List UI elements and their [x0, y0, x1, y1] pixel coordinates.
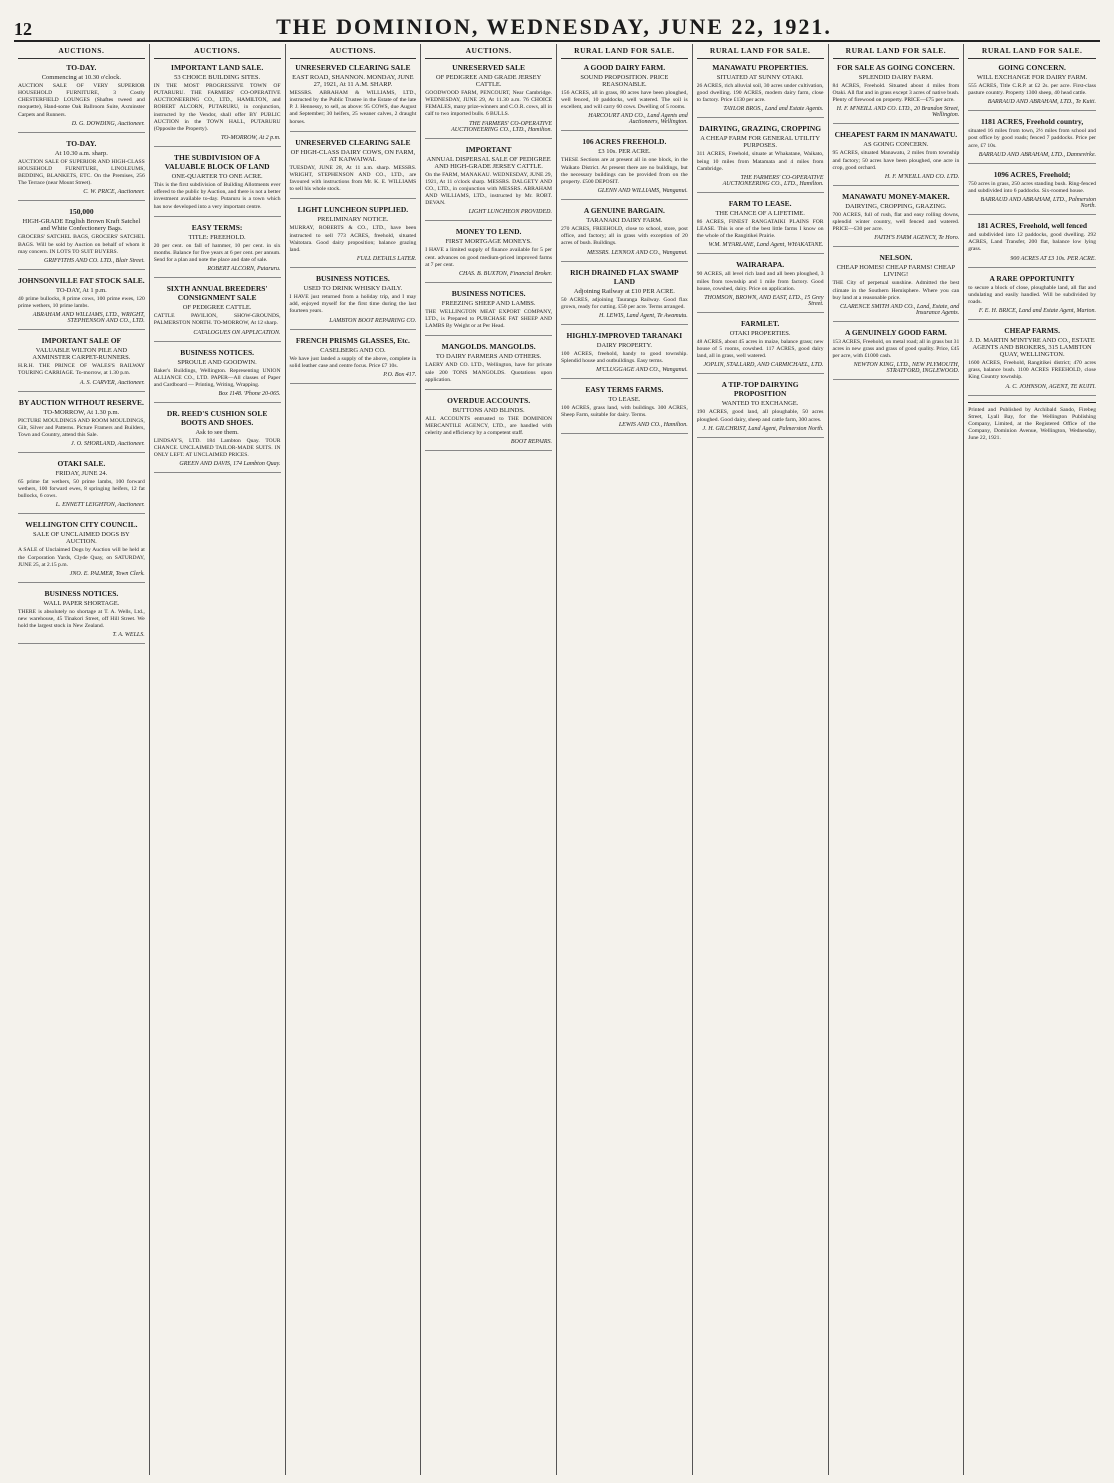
- ad-heading: OVERDUE ACCOUNTS.: [447, 395, 531, 405]
- advertisement: [18, 63, 145, 133]
- ad-subheading: SPLENDID DAIRY FARM.: [858, 74, 933, 81]
- advertisement: [425, 396, 552, 451]
- advertisement: [968, 63, 1096, 111]
- ad-body-text: LAERY AND CO. LTD., Wellington, have for private sale 200 TONS MANGOLDS. Quotations upon application.: [425, 362, 552, 383]
- ad-subheading: J. D. MARTIN M'INTYRE AND CO., ESTATE AGENTS AND BROKERS, 315 LAMBTON QUAY, WELLINGTON.: [969, 337, 1095, 359]
- ad-signature: ABRAHAM AND WILLIAMS, LTD., WRIGHT, STEPHENSON AND CO., LTD.: [32, 312, 145, 325]
- ad-heading: CHEAPEST FARM IN MANAWATU.: [834, 130, 958, 140]
- ad-heading: HIGHLY-IMPROVED TARANAKI: [566, 330, 683, 340]
- ad-signature: D. G. DOWDING, Auctioneer.: [71, 120, 145, 127]
- advertisement: [18, 139, 145, 202]
- ad-signature: ROBERT ALCORN, Putaruru.: [207, 266, 281, 273]
- ad-body-text: 40 prime bullocks, 8 prime cows, 100 prime ewes, 120 prime wethers, 10 prime lambs.: [18, 295, 145, 310]
- ad-signature: T. A. WELLS.: [112, 632, 145, 639]
- column-1: [14, 44, 150, 1475]
- advertisement: [154, 153, 281, 217]
- column-3: [286, 44, 422, 1475]
- advertisement: [561, 268, 688, 325]
- column-heading: AUCTIONS.: [290, 44, 417, 59]
- ad-subheading: 53 CHOICE BUILDING SITES.: [174, 74, 261, 81]
- ad-body-text: A SALE of Unclaimed Dogs by Auction will be held at the Corporation Yards, Clyde Quay, on SATURDAY, JUNE 25, at 2.15 p.m.: [18, 547, 145, 568]
- ad-body-text: 100 ACRES, freehold, handy to good township. Splendid house and outbuildings. Easy terms.: [561, 350, 688, 365]
- ad-heading: GOING CONCERN.: [998, 63, 1066, 72]
- page-number: 12: [14, 19, 32, 39]
- ad-heading: WAIRARAPA.: [736, 260, 785, 270]
- ad-body-text: THE WELLINGTON MEAT EXPORT COMPANY, LTD., is Prepared to PURCHASE FAT SHEEP AND LAMBS By Weight or at Per Head.: [425, 308, 552, 330]
- ad-signature: H. F. M'NEILL AND CO. LTD., 20 Brandon Street, Wellington.: [836, 106, 960, 119]
- ad-heading: MANGOLDS. MANGOLDS.: [441, 342, 536, 352]
- ad-subheading: OTAKI PROPERTIES.: [729, 329, 791, 337]
- advertisement: [833, 192, 960, 247]
- ad-body-text: AUCTION SALE OF SUPERIOR AND HIGH-CLASS HOUSEHOLD FURNITURE, LINOLEUMS, BEDDING, BLANKETS, ETC. On the Premises, 256 The Terrace (near Mount Street).: [18, 158, 145, 187]
- advertisement: [968, 274, 1096, 320]
- ad-signature: TO-MORROW, At 2 p.m.: [220, 135, 281, 142]
- advertisement: [697, 380, 824, 437]
- ad-body-text: 270 ACRES, FREEHOLD, close to school, store, post office, and factory; all in grass with exception of 20 acres of bush. Buildings.: [561, 226, 688, 247]
- ad-body-text: I HAVE just returned from a holiday trip, and I may add, enjoyed myself for the first time during the last fourteen years.: [289, 294, 417, 315]
- columns-container: [14, 44, 1100, 1475]
- ad-heading: MONEY TO LEND.: [455, 227, 522, 237]
- ad-body-text: and subdivided into 12 paddocks, good dwelling. 292 ACRES, Land Transfer, 200 flat, balance low lying grass.: [968, 232, 1096, 253]
- ad-subheading: OF HIGH-CLASS DAIRY COWS, ON FARM, AT KAIWAIWAI.: [290, 148, 416, 163]
- ad-subheading: SOUND PROPOSITION. PRICE REASONABLE.: [580, 74, 669, 88]
- ad-body-text: 86 ACRES, FINEST RANGATAIKI PLAINS FOR LEASE. This is one of the best little farms I know on the whole of the Rangitikei Prairie.: [696, 218, 824, 240]
- column-7: [829, 44, 965, 1475]
- advertisement: [697, 260, 824, 312]
- ad-subheading: FREEZING SHEEP AND LAMBS.: [441, 299, 536, 307]
- ad-body-text: 95 ACRES, situated Manawatu, 2 miles from township and factory; 50 acres have been ploughed, one acre in crop, good orchard.: [832, 150, 960, 171]
- ad-subheading: VALUABLE WILTON PILE AND AXMINSTER CARPET-RUNNERS.: [32, 347, 131, 362]
- ad-heading: UNRESERVED CLEARING SALE: [295, 137, 411, 147]
- masthead: [14, 8, 1100, 42]
- ad-subheading: TO-MORROW, At 1.30 p.m.: [43, 408, 120, 416]
- ad-subheading: FRIDAY, JUNE 24.: [55, 469, 108, 477]
- advertisement: [697, 319, 824, 374]
- ad-heading: LIGHT LUNCHEON SUPPLIED.: [297, 205, 409, 215]
- ad-body-text: MESSRS. ABRAHAM & WILLIAMS, LTD., instructed by the Public Trustee in the Estate of the late P. J. Hennessy, to sell, as above: 95 COWS, due August and September; 30 heifers, 25 weaner calves, 2 draught horses.: [289, 90, 417, 125]
- ad-signature: C. W. PRICE, Auctioneer.: [83, 189, 145, 196]
- ad-subheading: SALE OF UNCLAIMED DOGS BY AUCTION.: [32, 531, 130, 546]
- ad-heading: IMPORTANT LAND SALE.: [171, 63, 264, 72]
- ad-heading: IMPORTANT: [465, 144, 512, 154]
- ad-subheading: TITLE: FREEHOLD.: [188, 233, 246, 241]
- advertisement: [18, 207, 145, 269]
- column-2: [150, 44, 286, 1475]
- footer-rule: [968, 402, 1096, 403]
- ad-subheading: DAIRYING, CROPPING, GRAZING.: [845, 202, 947, 210]
- ad-subheading: USED TO DRINK WHISKY DAILY.: [303, 285, 403, 293]
- advertisement: [968, 326, 1096, 395]
- ad-subheading: WILL EXCHANGE FOR DAIRY FARM.: [976, 74, 1088, 81]
- ad-signature: FULL DETAILS LATER.: [356, 256, 417, 263]
- ad-signature: A. C. JOHNSON, AGENT, TE KUITI.: [1005, 383, 1096, 390]
- ad-heading: EASY TERMS:: [191, 222, 243, 232]
- ad-heading: IMPORTANT SALE OF: [41, 336, 122, 346]
- ad-body-text: 84 ACRES, Freehold. Situated about 4 miles from Otaki. All flat and in grass except 3 acres of native bush. Plenty of firewood on property. PRICE—£75 per acre.: [832, 83, 960, 104]
- ad-signature: JNO. E. PALMER, Town Clerk.: [69, 570, 145, 577]
- ad-subheading: HIGH-GRADE English Brown Kraft Satchel and White Confectionery Bags.: [22, 218, 141, 233]
- printer-imprint: Printed and Published by Archibald Sando, Firebeg Street, Lyall Bay, for the Wellington Publishing Company, Limited, at the Registered Office of the Company, Dominion Avenue, Wellington, Wednesday, June 22, 1921.: [968, 406, 1096, 442]
- advertisement: [18, 276, 145, 330]
- ad-body-text: 555 ACRES, Title C.R.P. at £2 2s. per acre. First-class pasture country. Property 1300 sheep, 40 head cattle.: [968, 83, 1096, 97]
- advertisement: [425, 342, 552, 389]
- ad-heading: A GENUINE BARGAIN.: [583, 206, 665, 216]
- ad-subheading: PRELIMINARY NOTICE.: [317, 216, 389, 224]
- column-heading: RURAL LAND FOR SALE.: [561, 44, 688, 59]
- advertisement: [833, 63, 960, 124]
- advertisement: [154, 63, 281, 147]
- advertisement: [425, 145, 552, 222]
- column-heading: RURAL LAND FOR SALE.: [833, 44, 960, 59]
- ad-signature: 900 ACRES AT £3 10s. PER ACRE.: [1010, 255, 1096, 262]
- ad-subheading: TO-DAY, At 1 p.m.: [55, 286, 107, 294]
- ad-body-text: I HAVE a limited supply of finance available for 5 per cent. advances on good medium-priced improved farms at 7 per cent.: [425, 247, 552, 268]
- ad-signature: BARRAUD AND ABRAHAM, LTD., Te Kuiti.: [987, 99, 1096, 106]
- ad-heading: NELSON.: [879, 253, 913, 263]
- ad-body-text: 65 prime fat wethers, 50 prime lambs, 100 forward wethers, 100 forward ewes, 8 springing heifers, 12 fat bullocks, 6 cows.: [18, 478, 145, 500]
- ad-heading: TO-DAY.: [66, 138, 97, 148]
- column-heading: AUCTIONS.: [425, 44, 552, 59]
- ad-body-text: GOODWOOD FARM, PENCOURT, Near Cambridge. WEDNESDAY, JUNE 29, At 11.30 a.m. 76 CHOICE FEMALES, many prize-winners and C.O.R. cows, all in calf to two imported bulls. 6 BULLS.: [425, 90, 552, 118]
- advertisement: [425, 227, 552, 282]
- ad-subheading: FIRST MORTGAGE MONEYS.: [445, 238, 532, 246]
- advertisement: [290, 138, 417, 200]
- ad-subheading: WANTED TO EXCHANGE.: [721, 400, 799, 408]
- ad-heading: THE SUBDIVISION OF A VALUABLE BLOCK OF LAND: [164, 153, 270, 172]
- ad-body-text: 90 ACRES, all level rich land and all been ploughed, 3 miles from township and 1 mile from factory. Good house, cowshed, dairy. Price on application.: [696, 271, 824, 292]
- ad-subheading: SITUATED AT SUNNY OTAKI.: [716, 74, 804, 81]
- ad-body-text: 100 ACRES, grass land, with buildings. 300 ACRES, Sheep Farm, suitable for dairy. Terms.: [561, 405, 688, 419]
- advertisement: [290, 63, 417, 132]
- ad-body-text: IN THE MOST PROGRESSIVE TOWN OF PUTARURU. THE FARMERS' CO-OPERATIVE AUCTIONEERING CO., LTD., HAMILTON, and ROBERT ALCORN, PUTARURU, in conjunction, instructed by the Vendor, shall offer BY PUBLIC AUCTION in the TOWN HALL, PUTARURU (Opposite the Property).: [153, 83, 281, 132]
- advertisement: [561, 385, 688, 433]
- ad-subheading: OF PEDIGREE CATTLE.: [182, 304, 252, 312]
- ad-heading: MANAWATU MONEY-MAKER.: [842, 191, 950, 201]
- ad-body-text: ALL ACCOUNTS entrusted to THE DOMINION MERCANTILE AGENCY, LTD., are handled with celerity and efficiency by a competent staff.: [425, 415, 552, 437]
- ad-signature: THE FARMERS' CO-OPERATIVE AUCTIONEERING CO., LTD., Hamilton.: [722, 174, 824, 187]
- advertisement: [18, 589, 145, 644]
- advertisement: [290, 336, 417, 384]
- ad-signature: NEWTON KING, LTD., NEW PLYMOUTH, STRATFORD, INGLEWOOD.: [853, 362, 960, 375]
- ad-heading: SIXTH ANNUAL BREEDERS' CONSIGNMENT SALE: [166, 284, 268, 303]
- ad-body-text: THE City of perpetual sunshine. Admitted the best climate in the Southern Hemisphere. Where you can buy land at a reasonable price.: [832, 280, 960, 301]
- advertisement: [561, 331, 688, 379]
- ad-subheading: A CHEAP FARM FOR GENERAL UTILITY PURPOSES.: [700, 135, 821, 150]
- advertisement: [154, 223, 281, 278]
- advertisement: [290, 274, 417, 329]
- advertisement: [154, 348, 281, 403]
- ad-body-text: TUESDAY, JUNE 28, At 11 a.m. sharp. MESSRS. WRIGHT, STEPHENSON AND CO., LTD., are favoured with instructions from Mr. K. E. WILLIAMS to sell his whole stock.: [289, 164, 417, 193]
- ad-heading: 1181 ACRES, Freehold country,: [981, 117, 1084, 127]
- ad-signature: THE FARMERS' CO-OPERATIVE AUCTIONEERING CO., LTD., Hamilton.: [451, 120, 552, 133]
- ad-body-text: GROCERS' SATCHEL BAGS, GROCERS' SATCHEL BAGS. Will be sold by Auction on behalf of whom it may concern. IN LOTS TO SUIT BUYERS.: [18, 234, 145, 255]
- advertisement: [154, 409, 281, 473]
- ad-heading: CHEAP FARMS.: [1004, 326, 1060, 336]
- ad-heading: MANAWATU PROPERTIES.: [712, 63, 809, 72]
- ad-signature: H. LEWIS, Land Agent, Te Awamutu.: [599, 312, 688, 319]
- ad-body-text: On the FARM, MANAKAU. WEDNESDAY, JUNE 29, 1921, At 11 o'clock sharp. MESSRS. DALGETY AND CO., LTD., in conjunction with MESSRS. ABRAHAM AND WILLIAMS, LTD., instructed by Mr. ROBT. DEVAN.: [425, 171, 552, 207]
- column-6: [693, 44, 829, 1475]
- ad-heading: FRENCH PRISMS GLASSES, Etc.: [295, 335, 410, 345]
- ad-subheading: WALL PAPER SHORTAGE.: [43, 599, 120, 607]
- ad-subheading: CASELBERG AND CO.: [320, 346, 386, 354]
- ad-signature: TAYLOR BROS., Land and Estate Agents.: [723, 106, 824, 113]
- ad-body-text: 156 ACRES, all in grass, 80 acres have been ploughed, well fenced, 10 paddocks, well watered. The soil is excellent, and will carry 60 cows. Dwelling of 5 rooms.: [561, 90, 688, 111]
- ad-signature: BARRAUD AND ABRAHAM, LTD., Palmerston North.: [980, 197, 1096, 210]
- ad-body-text: 153 ACRES, Freehold, on metal road; all in grass but 31 acres in new grass and grass of good quality. Price, £45 per acre, with £1000 cash.: [832, 338, 960, 360]
- advertisement: [833, 253, 960, 321]
- ad-subheading: EAST ROAD, SHANNON. MONDAY, JUNE 27, 1921, At 11 A.M. SHARP.: [292, 74, 414, 88]
- ad-signature: W.M. M'FARLANE, Land Agent, WHAKATANE.: [708, 242, 824, 249]
- ad-body-text: 190 ACRES, good land, all ploughable, 50 acres ploughed. Good dairy, sheep and cattle farm, 300 acres.: [696, 409, 824, 423]
- ad-body-text: This is the first subdivision of Building Allotments ever offered to the public by Auction, and there is not a better investment available to-day. Putaruru is a town which has now developed into a very important centre.: [153, 182, 281, 210]
- ad-heading: FARMLET.: [740, 318, 780, 328]
- ad-heading: 150,000: [69, 207, 94, 217]
- ad-subheading: TARANAKI DAIRY FARM.: [586, 217, 663, 225]
- ad-body-text: AUCTION SALE OF VERY SUPERIOR HOUSEHOLD FURNITURE, 3 Costly CHESTERFIELD LOUNGES (Shaftes tweed and moquette), Hand-some Oak Ballroom Suite, Axminster Carpets and Runners.: [18, 83, 145, 118]
- ad-heading: 1096 ACRES, Freehold;: [993, 169, 1071, 179]
- ad-signature: J. O. SHORLAND, Auctioneer.: [71, 440, 145, 447]
- ad-heading: FOR SALE AS GOING CONCERN.: [837, 63, 955, 72]
- advertisement: [18, 398, 145, 453]
- column-heading: RURAL LAND FOR SALE.: [697, 44, 824, 59]
- ad-subheading: BUTTONS AND BLINDS.: [452, 406, 525, 414]
- advertisement: [697, 199, 824, 254]
- ad-heading: EASY TERMS FARMS.: [585, 385, 664, 395]
- advertisement: [697, 63, 824, 118]
- advertisement: [968, 117, 1096, 163]
- advertisement: [561, 63, 688, 131]
- ad-body-text: Baker's Buildings, Wellington. Representing UNION ALLIANCE CO., LTD. PAPER—All classes of Paper and Cardboard — Printing, Writing, Wrapping.: [153, 367, 281, 388]
- ad-signature: L. ENNETT LEIGHTON, Auctioneer.: [55, 502, 145, 509]
- ad-signature: P.O. Box 417.: [383, 371, 417, 378]
- ad-heading: BUSINESS NOTICES.: [180, 347, 255, 357]
- column-heading: AUCTIONS.: [154, 44, 281, 59]
- ad-signature: BOOT REPAIRS.: [510, 439, 552, 446]
- ad-signature: LEWIS AND CO., Hamilton.: [618, 421, 688, 428]
- ad-subheading: THE CHANCE OF A LIFETIME.: [715, 209, 805, 217]
- column-heading: AUCTIONS.: [18, 44, 145, 59]
- ad-signature: GRIFFITHS AND CO. LTD., Blair Street.: [44, 257, 145, 264]
- ad-signature: JOPLIN, STALLARD, AND CARMICHAEL, LTD.: [703, 362, 824, 369]
- newspaper-title: THE DOMINION, WEDNESDAY, JUNE 22, 1921.: [276, 14, 832, 39]
- advertisement: [833, 328, 960, 380]
- advertisement: [154, 284, 281, 341]
- ad-body-text: 48 ACRES, about 45 acres in maize, balance grass; new house of 5 rooms, cowshed. 117 ACRES, good dairy land, all in grass, well watered.: [696, 338, 824, 360]
- ad-subheading: At 10.30 a.m. sharp.: [54, 149, 108, 157]
- ad-signature: Box 1148. 'Phone 20-065.: [218, 390, 281, 397]
- ad-signature: LAMBTON BOOT REPAIRING CO.: [329, 317, 417, 324]
- ad-signature: CLARENCE SMITH AND CO., Land, Estate, and Insurance Agents.: [840, 303, 960, 316]
- ad-heading: A GENUINELY GOOD FARM.: [844, 327, 947, 337]
- ad-subheading: Adjoining Railway at £10 PER ACRE.: [573, 287, 675, 295]
- ad-body-text: LINDSAY'S, LTD. 184 Lambton Quay. TOUR CHANCE. UNCLAIMED TAILOR-MADE SUITS. IN ONLY LEFT. AT UNCLAIMED PRICES.: [153, 437, 281, 459]
- ad-subheading: OF PEDIGREE AND GRADE JERSEY CATTLE.: [435, 74, 542, 88]
- ad-signature: J. H. GILCHRIST, Land Agent, Palmerston North.: [702, 425, 824, 432]
- ad-body-text: 26 ACRES, rich alluvial soil, 30 acres under cultivation, good dwelling. 190 ACRES, modern dairy farm, close to factory. Price £130 per acre.: [696, 83, 824, 104]
- ad-signature: GREEN AND DAVIS, 174 Lambton Quay.: [179, 461, 281, 468]
- ad-body-text: 700 ACRES, full of rush, flat and easy rolling downs, splendid winter country, well fenced and watered. PRICE—£30 per acre.: [832, 211, 960, 233]
- advertisement: [18, 459, 145, 514]
- ad-heading: UNRESERVED CLEARING SALE: [295, 63, 411, 72]
- ad-heading: FARM TO LEASE.: [728, 198, 792, 208]
- ad-body-text: 50 ACRES, adjoining Tauranga Railway. Good flax grown, ready for cutting. £50 per acre. Terms arranged.: [561, 296, 688, 310]
- ad-subheading: TO DAIRY FARMERS AND OTHERS.: [435, 353, 542, 361]
- advertisement: [18, 336, 145, 391]
- ad-body-text: THERE is absolutely no shortage at T. A. Wells, Ltd., new warehouse, 45 Tinakori Street, off Hill Street. We hold the largest stock in New Zealand.: [18, 608, 145, 630]
- ad-body-text: 20 per cent. on fall of hammer, 10 per cent. in six months. Balance for five years at 6 per cent. per annum. Send for a plan and note the place and date of sale.: [153, 242, 281, 264]
- ad-heading: 106 ACRES FREEHOLD.: [582, 137, 667, 147]
- ad-heading: BUSINESS NOTICES.: [451, 288, 526, 298]
- column-heading: RURAL LAND FOR SALE.: [968, 44, 1096, 59]
- ad-heading: DAIRYING, GRAZING, CROPPING: [699, 124, 822, 134]
- ad-signature: CHAS. B. BUXTON, Financial Broker.: [459, 270, 552, 277]
- column-4: [421, 44, 557, 1475]
- ad-heading: A RARE OPPORTUNITY: [989, 273, 1075, 283]
- ad-signature: M'CLUGGAGE AND CO., Wanganui.: [596, 367, 688, 374]
- advertisement: [18, 520, 145, 582]
- ad-heading: BUSINESS NOTICES.: [44, 588, 119, 598]
- ad-body-text: H.R.H. THE PRINCE OF WALES'S RAILWAY TOURING CARRIAGE. To-morrow, at 1.30 p.m.: [18, 363, 145, 377]
- ad-signature: FAITH'S FARM AGENCY, Te Horo.: [874, 235, 960, 242]
- ad-body-text: PICTURE MOULDINGS AND ROOM MOULDINGS, Gilt, Silver and Patterns. Picture Framers and Builders, Town and Country, attend this Sale.: [18, 417, 145, 438]
- ad-signature: H. F. M'NEILL AND CO. LTD.: [884, 173, 960, 180]
- ad-subheading: £3 10s. PER ACRE.: [598, 148, 651, 156]
- ad-signature: GLENN AND WILLIAMS, Wanganui.: [597, 188, 688, 195]
- advertisement: [425, 289, 552, 336]
- column-8: [964, 44, 1100, 1475]
- advertisement: [968, 221, 1096, 267]
- ad-signature: F. E. H. BRICE, Land and Estate Agent, Marton.: [978, 308, 1096, 315]
- ad-signature: LIGHT LUNCHEON PROVIDED.: [468, 209, 552, 216]
- ad-subheading: CHEAP HOMES! CHEAP FARMS! CHEAP LIVING!: [836, 264, 956, 279]
- ad-subheading: ANNUAL DISPERSAL SALE OF PEDIGREE AND HIGH-GRADE JERSEY CATTLE.: [426, 155, 551, 170]
- ad-heading: RICH DRAINED FLAX SWAMP LAND: [570, 267, 679, 286]
- ad-body-text: 1600 ACRES, Freehold, Rangitikei district; 470 acres grass, balance bush. 1100 ACRES FREEHOLD, close King Country township.: [968, 360, 1096, 381]
- ad-heading: WELLINGTON CITY COUNCIL.: [25, 520, 138, 530]
- ad-heading: BY AUCTION WITHOUT RESERVE.: [18, 397, 144, 407]
- ad-subheading: TO LEASE.: [608, 396, 641, 404]
- ad-signature: BARRAUD AND ABRAHAM, LTD., Dannevirke.: [978, 151, 1096, 158]
- ad-body-text: to secure a block of close, ploughable land, all flat and undulating and easily handled. Will be subdivided by roads.: [968, 284, 1096, 305]
- ad-signature: A. S. CARVER, Auctioneer.: [79, 379, 145, 386]
- ad-heading: BUSINESS NOTICES.: [315, 274, 390, 284]
- ad-heading: OTAKI SALE.: [57, 458, 106, 468]
- advertisement: [290, 205, 417, 268]
- ad-signature: CATALOGUES ON APPLICATION.: [193, 329, 281, 336]
- ad-subheading: SPROULE AND GOODWIN.: [177, 358, 257, 366]
- ad-heading: 181 ACRES, Freehold, well fenced: [977, 221, 1088, 231]
- advertisement: [561, 206, 688, 261]
- ad-body-text: situated 16 miles from town, 2½ miles from school and post office by good roads; fenced 7 paddocks. Price per acre, £7 10s.: [968, 128, 1096, 149]
- ad-body-text: 750 acres in grass, 250 acres standing bush. Ring-fenced and subdivided into 6 paddocks. Six-roomed house.: [968, 180, 1096, 194]
- ad-signature: MESSRS. LENNOX AND CO., Wanganui.: [587, 249, 688, 256]
- ad-subheading: ONE-QUARTER TO ONE ACRE.: [171, 173, 263, 181]
- advertisement: [833, 130, 960, 185]
- ad-heading: DR. REED'S CUSHION SOLE BOOTS AND SHOES.: [166, 408, 268, 427]
- ad-subheading: AS GOING CONCERN.: [863, 141, 929, 149]
- ad-body-text: CATTLE PAVILION, SHOW-GROUNDS, PALMERSTON NORTH. TO-MORROW, At 12 sharp.: [153, 313, 281, 327]
- ad-heading: UNRESERVED SALE: [452, 63, 526, 72]
- ad-heading: TO-DAY.: [66, 63, 97, 72]
- ad-heading: JOHNSONVILLE FAT STOCK SALE.: [18, 275, 145, 285]
- advertisement: [561, 137, 688, 200]
- ad-subheading: Ask to see them.: [195, 428, 239, 436]
- advertisement: [425, 63, 552, 139]
- ad-signature: THOMSON, BROWN, AND EAST, LTD., 15 Grey Street.: [704, 294, 824, 307]
- advertisement: [697, 124, 824, 192]
- ad-subheading: Commencing at 10.30 o'clock.: [41, 74, 122, 81]
- advertisement: [968, 170, 1096, 215]
- ad-body-text: 311 ACRES, Freehold, situate at Whakatane, Waikato, being 10 miles from Matamata and 4 miles from Cambridge.: [696, 151, 824, 172]
- ad-signature: HARCOURT AND CO., Land Agents and Auctioneers, Wellington.: [588, 113, 688, 126]
- ad-heading: A GOOD DAIRY FARM.: [583, 63, 666, 72]
- ad-subheading: DAIRY PROPERTY.: [596, 341, 652, 349]
- ad-heading: A TIP-TOP DAIRYING PROPOSITION: [721, 380, 799, 399]
- ad-body-text: THESE Sections are at present all in one block, in the Waikato District. At present there are no buildings, but the necessary buildings can be provided from on the property. £500 DEPOSIT.: [561, 157, 688, 185]
- ad-body-text: MURRAY, ROBERTS & CO., LTD., have been instructed to sell 773 ACRES, freehold, situated Waitotara. Good dairy proposition; balance grazing land.: [289, 225, 417, 253]
- ad-body-text: We have just landed a supply of the above, complete in solid leather case and centre focus. Price £7 10s.: [289, 355, 417, 369]
- column-5: [557, 44, 693, 1475]
